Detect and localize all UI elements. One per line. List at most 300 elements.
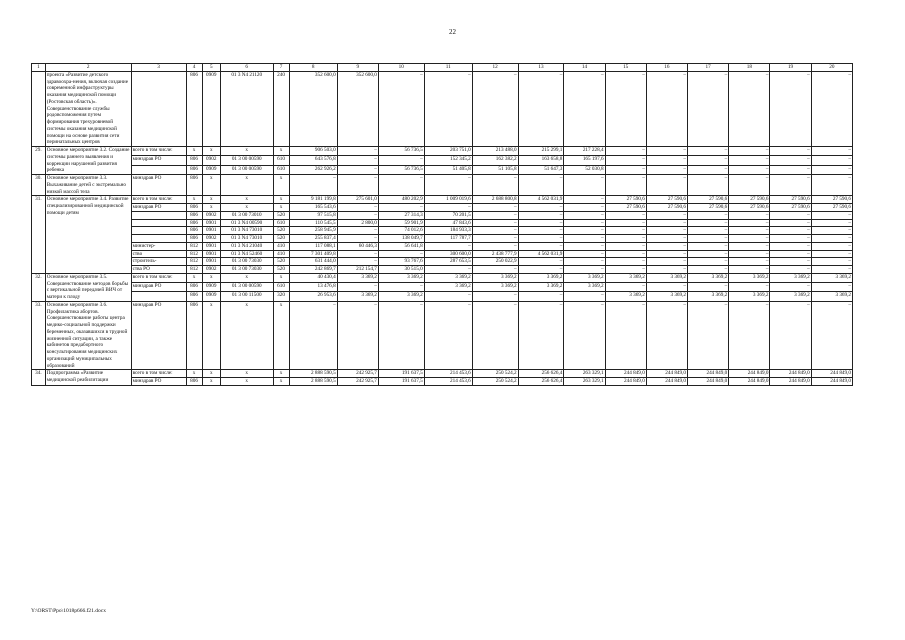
code-cell: 01 3 00 73030 (220, 266, 273, 274)
row-number: 29. (32, 147, 46, 175)
program-name: Основное мероприятие 3.3. Выхаживание детей с экстремально низкой массой тела (45, 175, 131, 196)
amount-cell: – (729, 258, 770, 266)
code-cell: x (273, 147, 289, 156)
amount-cell: 191 637,5 (378, 378, 424, 386)
executor: минздрав РО (131, 175, 186, 196)
amount-cell: 30 515,0 (378, 266, 424, 274)
table-row (32, 235, 853, 243)
amount-cell: 3 369,2 (646, 292, 687, 301)
header-cell: 7 (273, 64, 289, 72)
amount-cell: – (605, 211, 646, 219)
amount-cell: 27 590,6 (811, 204, 852, 212)
amount-cell: – (518, 175, 564, 196)
amount-cell: – (729, 242, 770, 250)
amount-cell: 244 849,0 (729, 370, 770, 378)
row-number: 32. (32, 273, 46, 301)
code-cell: 812 (186, 258, 202, 266)
code-cell: x (186, 370, 202, 378)
amount-cell: – (564, 211, 605, 219)
amount-cell: – (811, 227, 852, 235)
amount-cell: 3 369,2 (770, 292, 811, 301)
amount-cell: – (472, 227, 518, 235)
amount-cell: – (811, 156, 852, 165)
header-cell: 13 (518, 64, 564, 72)
amount-cell: 97 515,8 (289, 211, 337, 219)
code-cell: 806 (186, 175, 202, 196)
code-cell: 01 3 N4 73010 (220, 227, 273, 235)
executor (131, 292, 186, 301)
amount-cell: – (518, 219, 564, 227)
code-cell: x (202, 204, 220, 212)
amount-cell: – (605, 156, 646, 165)
amount-cell: – (518, 71, 564, 146)
program-name: проекта «Развитие детского здравоохра-нения, включая создание современной инфраструктуры оказания медицинской помощи (Ростовская область)». Совершенствование службы родовспоможения путем формирования трехуровневой системы оказания медицинской помощи на основе развития сети перинатальных центров (45, 71, 131, 146)
amount-cell: 47 843,6 (424, 219, 472, 227)
code-cell: 01 3 N4 21120 (220, 71, 273, 146)
amount-cell: 258 945,9 (289, 227, 337, 235)
amount-cell: – (688, 301, 729, 370)
amount-cell: 163 658,8 (518, 156, 564, 165)
table-row (32, 156, 853, 165)
amount-cell: – (729, 227, 770, 235)
amount-cell: – (770, 219, 811, 227)
code-cell: 0901 (202, 258, 220, 266)
amount-cell: – (337, 165, 378, 174)
header-cell: 14 (564, 64, 605, 72)
header-cell: 10 (378, 64, 424, 72)
amount-cell: 250 524,2 (472, 378, 518, 386)
code-cell: 520 (273, 258, 289, 266)
amount-cell: – (472, 301, 518, 370)
executor: минздрав РО (131, 204, 186, 212)
code-cell: 240 (273, 71, 289, 146)
amount-cell: – (646, 165, 687, 174)
executor: всего в том числе: (131, 147, 186, 156)
executor: ство (131, 250, 186, 258)
amount-cell: 51 405,8 (424, 165, 472, 174)
amount-cell: 3 369,2 (337, 273, 378, 282)
amount-cell: – (688, 250, 729, 258)
amount-cell: – (564, 242, 605, 250)
amount-cell: – (770, 227, 811, 235)
amount-cell: 244 849,0 (646, 378, 687, 386)
amount-cell: 184 933,3 (424, 227, 472, 235)
amount-cell: – (605, 227, 646, 235)
code-cell: 806 (186, 211, 202, 219)
amount-cell: 162 382,2 (472, 156, 518, 165)
amount-cell: 256 626,4 (518, 370, 564, 378)
amount-cell: 3 369,2 (729, 292, 770, 301)
amount-cell: 250 524,2 (472, 370, 518, 378)
amount-cell: 214 453,6 (424, 378, 472, 386)
amount-cell: – (564, 204, 605, 212)
amount-cell: – (646, 211, 687, 219)
amount-cell: – (729, 250, 770, 258)
amount-cell: 27 590,6 (688, 204, 729, 212)
amount-cell: – (337, 283, 378, 292)
code-cell: 320 (273, 292, 289, 301)
amount-cell: – (289, 175, 337, 196)
code-cell: 812 (186, 250, 202, 258)
amount-cell: – (518, 266, 564, 274)
amount-cell: – (605, 235, 646, 243)
executor: всего в том числе: (131, 370, 186, 378)
amount-cell: – (605, 71, 646, 146)
amount-cell: – (811, 235, 852, 243)
amount-cell: – (688, 165, 729, 174)
amount-cell: – (811, 71, 852, 146)
amount-cell: 3 369,2 (688, 273, 729, 282)
amount-cell: – (424, 175, 472, 196)
code-cell: 0909 (202, 71, 220, 146)
code-cell: 812 (186, 266, 202, 274)
amount-cell: 214 453,6 (424, 370, 472, 378)
header-cell: 15 (605, 64, 646, 72)
amount-cell: – (688, 266, 729, 274)
amount-cell: 4 562 031,9 (518, 250, 564, 258)
code-cell: x (202, 147, 220, 156)
amount-cell: – (605, 266, 646, 274)
code-cell: x (220, 370, 273, 378)
amount-cell: 263 329,1 (564, 370, 605, 378)
amount-cell: – (646, 71, 687, 146)
amount-cell: 191 637,5 (378, 370, 424, 378)
executor: всего в том числе: (131, 273, 186, 282)
amount-cell: 480 202,9 (378, 196, 424, 204)
amount-cell: 3 369,2 (472, 273, 518, 282)
header-row (32, 64, 853, 72)
amount-cell: – (564, 227, 605, 235)
amount-cell: – (770, 211, 811, 219)
code-cell: x (220, 204, 273, 212)
amount-cell: 242 925,7 (337, 378, 378, 386)
header-cell: 8 (289, 64, 337, 72)
code-cell: 610 (273, 165, 289, 174)
table-row (32, 165, 853, 174)
table-row (32, 227, 853, 235)
amount-cell: 27 590,6 (646, 204, 687, 212)
amount-cell: 2 800,0 (337, 219, 378, 227)
executor: ства РО (131, 266, 186, 274)
code-cell: 806 (186, 204, 202, 212)
header-cell: 19 (770, 64, 811, 72)
code-cell: 0902 (202, 211, 220, 219)
amount-cell: – (378, 283, 424, 292)
code-cell: x (220, 175, 273, 196)
amount-cell: 70 201,5 (424, 211, 472, 219)
amount-cell: 3 369,2 (564, 273, 605, 282)
executor (131, 219, 186, 227)
row-number: 31. (32, 196, 46, 274)
header-cell: 5 (202, 64, 220, 72)
header-cell: 1 (32, 64, 46, 72)
amount-cell: – (811, 242, 852, 250)
amount-cell: – (564, 250, 605, 258)
header-cell: 4 (186, 64, 202, 72)
amount-cell: 262 926,2 (289, 165, 337, 174)
amount-cell: 2 438 777,9 (472, 250, 518, 258)
code-cell: 610 (273, 219, 289, 227)
code-cell: x (186, 273, 202, 282)
document-path-footer: Y:\ORST\Ppo\1018p666.f21.docx (31, 608, 106, 614)
amount-cell: – (770, 242, 811, 250)
amount-cell: – (811, 165, 852, 174)
amount-cell: 51 647,3 (518, 165, 564, 174)
amount-cell: – (729, 71, 770, 146)
amount-cell: 3 369,2 (337, 292, 378, 301)
code-cell: 806 (186, 378, 202, 386)
amount-cell: 242 869,7 (289, 266, 337, 274)
table-row (32, 211, 853, 219)
header-cell: 18 (729, 64, 770, 72)
program-name: Основное мероприятие 3.6. Профилактика абортов. Совершенствование работы центра медико-социальной поддержки беременных, оказавшихся в трудной жизненной ситуации, а также кабинетов предабортного консультирования медицинских организаций муниципальных образований (45, 301, 131, 370)
amount-cell: 3 369,2 (472, 283, 518, 292)
amount-cell: – (605, 250, 646, 258)
amount-cell: 3 369,2 (378, 273, 424, 282)
code-cell: x (220, 378, 273, 386)
code-cell: 01 3 00 00590 (220, 156, 273, 165)
amount-cell: – (729, 211, 770, 219)
amount-cell: – (605, 165, 646, 174)
page-number: 22 (449, 28, 456, 36)
code-cell: 01 3 00 73030 (220, 258, 273, 266)
amount-cell: – (472, 204, 518, 212)
code-cell: x (273, 273, 289, 282)
amount-cell: 56 641,8 (378, 242, 424, 250)
code-cell: 01 3 N4 00590 (220, 219, 273, 227)
code-cell: 806 (186, 283, 202, 292)
header-cell: 6 (220, 64, 273, 72)
amount-cell: 51 105,8 (472, 165, 518, 174)
code-cell: 0909 (202, 283, 220, 292)
amount-cell: – (564, 175, 605, 196)
amount-cell: 13 476,8 (289, 283, 337, 292)
amount-cell: – (564, 196, 605, 204)
program-name: Основное мероприятие 3.5. Совершенствование методов борьбы с вертикальной передачей ВИЧ от матери к плоду (45, 273, 131, 301)
amount-cell: 256 626,4 (518, 378, 564, 386)
amount-cell: 3 369,2 (605, 292, 646, 301)
amount-cell: – (337, 156, 378, 165)
header-cell: 16 (646, 64, 687, 72)
amount-cell: – (729, 219, 770, 227)
code-cell: 01 3 N4 21040 (220, 242, 273, 250)
code-cell: 01 3 N4 52460 (220, 250, 273, 258)
executor: строитель- (131, 258, 186, 266)
amount-cell: 300 600,0 (424, 250, 472, 258)
amount-cell: – (646, 250, 687, 258)
amount-cell: 255 837,4 (289, 235, 337, 243)
amount-cell: – (424, 301, 472, 370)
amount-cell: – (424, 204, 472, 212)
amount-cell: – (564, 301, 605, 370)
amount-cell: – (811, 258, 852, 266)
table-row (32, 219, 853, 227)
amount-cell: 27 590,6 (729, 204, 770, 212)
program-name: Подпрограмма «Развитие медицинской реабилитации (45, 370, 131, 386)
code-cell: 806 (186, 301, 202, 370)
amount-cell: 27 590,6 (770, 196, 811, 204)
amount-cell: 275 601,0 (337, 196, 378, 204)
amount-cell: – (729, 175, 770, 196)
amount-cell: – (646, 235, 687, 243)
amount-cell: 52 030,8 (564, 165, 605, 174)
amount-cell: – (337, 204, 378, 212)
code-cell: x (186, 147, 202, 156)
amount-cell: – (605, 242, 646, 250)
amount-cell: – (646, 258, 687, 266)
amount-cell: – (811, 301, 852, 370)
amount-cell: – (688, 211, 729, 219)
executor: минздрав РО (131, 156, 186, 165)
amount-cell: 117 088,1 (289, 242, 337, 250)
amount-cell: 56 736,5 (378, 147, 424, 156)
code-cell: x (202, 301, 220, 370)
table-row (32, 283, 853, 292)
code-cell: x (273, 196, 289, 204)
amount-cell: – (729, 301, 770, 370)
code-cell: 610 (273, 283, 289, 292)
amount-cell: 244 849,0 (770, 378, 811, 386)
amount-cell: – (688, 219, 729, 227)
amount-cell: – (518, 211, 564, 219)
amount-cell: – (688, 175, 729, 196)
table-row (32, 378, 853, 386)
header-cell: 12 (472, 64, 518, 72)
executor (131, 235, 186, 243)
amount-cell: – (729, 156, 770, 165)
amount-cell: – (770, 301, 811, 370)
amount-cell: 263 329,1 (564, 378, 605, 386)
amount-cell: – (378, 175, 424, 196)
amount-cell: 27 314,3 (378, 211, 424, 219)
code-cell: 01 3 00 73010 (220, 211, 273, 219)
amount-cell: – (378, 71, 424, 146)
amount-cell: 2 888 590,5 (289, 370, 337, 378)
amount-cell: – (605, 301, 646, 370)
code-cell: 0901 (202, 219, 220, 227)
amount-cell: 9 181 199,8 (289, 196, 337, 204)
amount-cell: – (518, 301, 564, 370)
amount-cell: – (518, 242, 564, 250)
amount-cell: – (424, 242, 472, 250)
amount-cell: – (472, 242, 518, 250)
amount-cell: 352 600,0 (289, 71, 337, 146)
table-row (32, 196, 853, 204)
amount-cell: – (518, 227, 564, 235)
amount-cell: 244 849,0 (688, 370, 729, 378)
code-cell: 0909 (202, 165, 220, 174)
amount-cell: – (337, 227, 378, 235)
amount-cell: 244 849,0 (646, 370, 687, 378)
amount-cell: 3 369,2 (564, 283, 605, 292)
table-row (32, 370, 853, 378)
code-cell: 806 (186, 71, 202, 146)
code-cell: 806 (186, 219, 202, 227)
code-cell: 806 (186, 227, 202, 235)
amount-cell: – (811, 266, 852, 274)
amount-cell: 27 590,6 (811, 196, 852, 204)
amount-cell: 203 751,0 (424, 147, 472, 156)
amount-cell: 165 543,6 (289, 204, 337, 212)
amount-cell: – (729, 165, 770, 174)
amount-cell: – (688, 71, 729, 146)
amount-cell: – (729, 235, 770, 243)
amount-cell: – (472, 235, 518, 243)
amount-cell: – (472, 71, 518, 146)
amount-cell: 3 369,2 (811, 292, 852, 301)
header-cell: 2 (45, 64, 131, 72)
amount-cell: 27 590,6 (688, 196, 729, 204)
amount-cell: 27 590,6 (729, 196, 770, 204)
executor: министер- (131, 242, 186, 250)
code-cell: 0901 (202, 250, 220, 258)
amount-cell: – (646, 301, 687, 370)
code-cell: x (273, 301, 289, 370)
amount-cell: – (378, 204, 424, 212)
amount-cell: – (770, 156, 811, 165)
code-cell: x (202, 273, 220, 282)
amount-cell: – (811, 283, 852, 292)
code-cell: x (273, 175, 289, 196)
amount-cell: – (811, 175, 852, 196)
amount-cell: 27 590,6 (770, 204, 811, 212)
code-cell: 410 (273, 250, 289, 258)
program-name: Основное мероприятие 3.2. Создание системы раннего выявления и коррекции нарушений развития ребенка (46, 147, 130, 174)
amount-cell: 3 369,2 (811, 273, 852, 282)
amount-cell: – (518, 258, 564, 266)
code-cell: x (202, 378, 220, 386)
amount-cell: 152 345,2 (424, 156, 472, 165)
amount-cell: 3 369,2 (378, 292, 424, 301)
code-cell: x (202, 370, 220, 378)
amount-cell: – (564, 266, 605, 274)
amount-cell: – (337, 175, 378, 196)
amount-cell: – (424, 266, 472, 274)
code-cell: 410 (273, 242, 289, 250)
amount-cell: – (770, 258, 811, 266)
amount-cell: 59 901,9 (378, 219, 424, 227)
amount-cell: – (646, 156, 687, 165)
code-cell: 812 (186, 242, 202, 250)
amount-cell: 244 849,0 (605, 378, 646, 386)
code-cell: 806 (186, 156, 202, 165)
amount-cell: – (646, 242, 687, 250)
code-cell: x (220, 196, 273, 204)
amount-cell: 3 369,2 (605, 273, 646, 282)
amount-cell: – (424, 292, 472, 301)
amount-cell: 40 430,4 (289, 273, 337, 282)
code-cell: x (220, 147, 273, 156)
table-row (32, 71, 853, 146)
amount-cell: – (646, 283, 687, 292)
code-cell: x (202, 175, 220, 196)
amount-cell: 26 953,6 (289, 292, 337, 301)
amount-cell: – (770, 283, 811, 292)
row-number (32, 71, 46, 146)
amount-cell: 3 369,2 (646, 273, 687, 282)
amount-cell: 244 849,0 (770, 370, 811, 378)
amount-cell: 213 488,0 (472, 147, 518, 156)
code-cell: 0902 (202, 266, 220, 274)
amount-cell: – (770, 266, 811, 274)
executor (131, 71, 186, 146)
header-cell: 9 (337, 64, 378, 72)
amount-cell: 56 736,5 (378, 165, 424, 174)
amount-cell: – (605, 219, 646, 227)
amount-cell: – (646, 147, 687, 156)
amount-cell: – (646, 175, 687, 196)
code-cell: 520 (273, 235, 289, 243)
